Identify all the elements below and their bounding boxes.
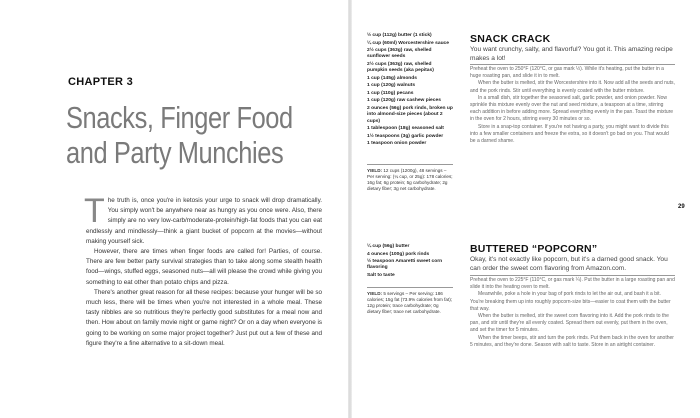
intro-paragraph-2: However, there are times when finger foods are called for! Parties, of course. There are few better party survival strategies than to take along some stealth health food—wings, stuffed eggs, seasoned nuts—all will please the crowd while giving you something to eat other than potato chips and pizza. (86, 248, 322, 286)
yield-label: YIELD: (367, 168, 383, 173)
drop-cap: T (84, 192, 105, 230)
ingredient: 1 cup (110g) pecans (367, 90, 414, 96)
chapter-title-line2: and Party Munchies (66, 135, 284, 170)
method-paragraph: Store in a snap-top container. If you're not having a party, you might want to divide this into a few smaller containers and freeze the extra, so it doesn't go bad on you. That would be a darned shame. (470, 123, 669, 145)
ingredient: 1 cup (145g) almonds (367, 75, 418, 81)
ingredient: ½ teaspoon Amaretti sweet corn flavoring (367, 259, 443, 271)
ingredient: 2 ounces (56g) pork rinds, broken up into almond-size pieces (about 2 cups) (367, 105, 453, 124)
recipe2-rule (470, 275, 675, 276)
method-paragraph: Preheat the oven to 250°F (120°C, or gas mark ½). While it's heating, put the butter in a huge roasting pan, and slide it in to melt. (470, 66, 664, 80)
ingredient: 1 teaspoon onion powder (367, 141, 427, 147)
recipe1-rule (470, 64, 675, 65)
method-paragraph: In a small dish, stir together the seasoned salt, garlic powder, and onion powder. Now sprinkle this mixture evenly over the nut and seed mixture, a teaspoon at a time, stirring each addition in before adding more. Spread everything evenly in the pan. Toast the mixture in the oven for 2 hours, stirring every 30 minutes or so. (470, 94, 674, 123)
intro-text (84, 192, 322, 349)
intro-paragraph-3: There's another great reason for all these recipes: because your hunger will be so much less, there will be times when you're not interested in a whole meal. These tasty nibbles are so nutritious they're perfectly good substitutes for a meal now and then. How about on family movie night or game night? Or on a day when everyone is going to be working on some major project together? Just put out a few of these and figure they're a fine alternative to a sit-down meal. (86, 288, 322, 347)
ingredient: ¼ cup (56g) butter (367, 244, 410, 249)
method-paragraph: Preheat the oven to 225°F (110°C, or gas mark ¼). Put the butter in a large roasting pan and slide it into the heating oven to melt. (470, 277, 675, 291)
yield-rule (367, 287, 453, 288)
recipe1-ingredients (367, 33, 453, 149)
intro-paragraph-1-text: he truth is, once you're in ketosis your urge to snack will drop dramatically. You simply won't be anywhere near as hungry as you once were. Also, there simply are no very low-carb/moderate-protein/high-fat foods that you can eat endlessly and mindlessly—think a giant bucket of popcorn at the movies—without making yourself sick. (86, 197, 322, 245)
chapter-title (66, 100, 337, 170)
ingredient: ¼ cup (60ml) Worcestershire sauce (367, 40, 449, 46)
method-paragraph: When the butter is melted, stir the sweet corn flavoring into it. Add the pork rinds to the pan, and stir until they're all evenly coated. Spread them out evenly, put them in the oven, and set the timer for 5 minutes. (470, 313, 669, 334)
method-paragraph: When the butter is melted, stir the Worcestershire into it. Now add all the seeds and nuts, and the pork rinds. Stir until everything is evenly coated with the butter mixture. (470, 80, 675, 94)
ingredient: 4 ounces (100g) pork rinds (367, 251, 430, 257)
ingredient: 1 tablespoon (18g) seasoned salt (367, 126, 444, 132)
recipe2-method (470, 277, 675, 349)
page-number: 29 (678, 204, 685, 210)
ingredient: 2½ cups (363g) raw, shelled pumpkin seeds (aka pepitas) (367, 61, 434, 74)
yield-label: YIELD: (367, 291, 383, 296)
recipe2-yield (367, 291, 453, 315)
yield-text: 12 cups (1200g), 48 servings – Per serving: (¼ cup, or 25g): 178 calories; 16g fat; 6g protein; 5g carbohydrate; 2g dietary fiber; 3g net carbohydrate. (367, 168, 453, 191)
method-paragraph: Meanwhile, poke a hole in your bag of pork rinds to let the air out, and bash it a bit. You're breaking them up into roughly popcorn-size bits—easier to coat them with the butter that way. (470, 291, 671, 312)
recipe1-yield (367, 168, 453, 192)
ingredient: 1½ teaspoons (3g) garlic powder (367, 133, 444, 139)
recipe1-subtitle: You want crunchy, salty, and flavorful? You got it. This amazing recipe makes a lot! (470, 46, 673, 62)
book-spine (348, 0, 352, 418)
ingredient: ½ cup (112g) butter (1 stick) (367, 33, 432, 38)
chapter-title-line1: Snacks, Finger Food (66, 100, 293, 135)
intro-paragraph-1 (84, 192, 322, 247)
ingredient: 2½ cups (363g) raw, shelled sunflower seeds (367, 48, 432, 60)
recipe2-subtitle: Okay, it's not exactly like popcorn, but it's a darned good snack. You can order the sweet corn flavoring from Amazon.com. (470, 256, 668, 272)
method-paragraph: When the timer beeps, stir and turn the pork rinds. Put them back in the oven for another 5 minutes, and they're done. Season with salt to taste. Store in an airtight container. (470, 334, 674, 348)
yield-text: 5 servings – Per serving: 186 calories; 15g fat (73.9% calories from fat); 12g protein; trace carbohydrate; 0g dietary fiber; trace net carbohydrate. (367, 291, 453, 314)
chapter-label: CHAPTER 3 (68, 76, 134, 88)
recipe2-title: BUTTERED “POPCORN” (470, 243, 598, 255)
ingredient: 1 cup (120g) raw cashew pieces (367, 98, 441, 104)
recipe2-ingredients (367, 244, 453, 280)
ingredient: Salt to taste (367, 272, 395, 278)
recipe1-title: SNACK CRACK (470, 33, 551, 45)
yield-rule (367, 164, 453, 165)
recipe1-method (470, 66, 675, 145)
ingredient: 1 cup (120g) walnuts (367, 83, 416, 89)
